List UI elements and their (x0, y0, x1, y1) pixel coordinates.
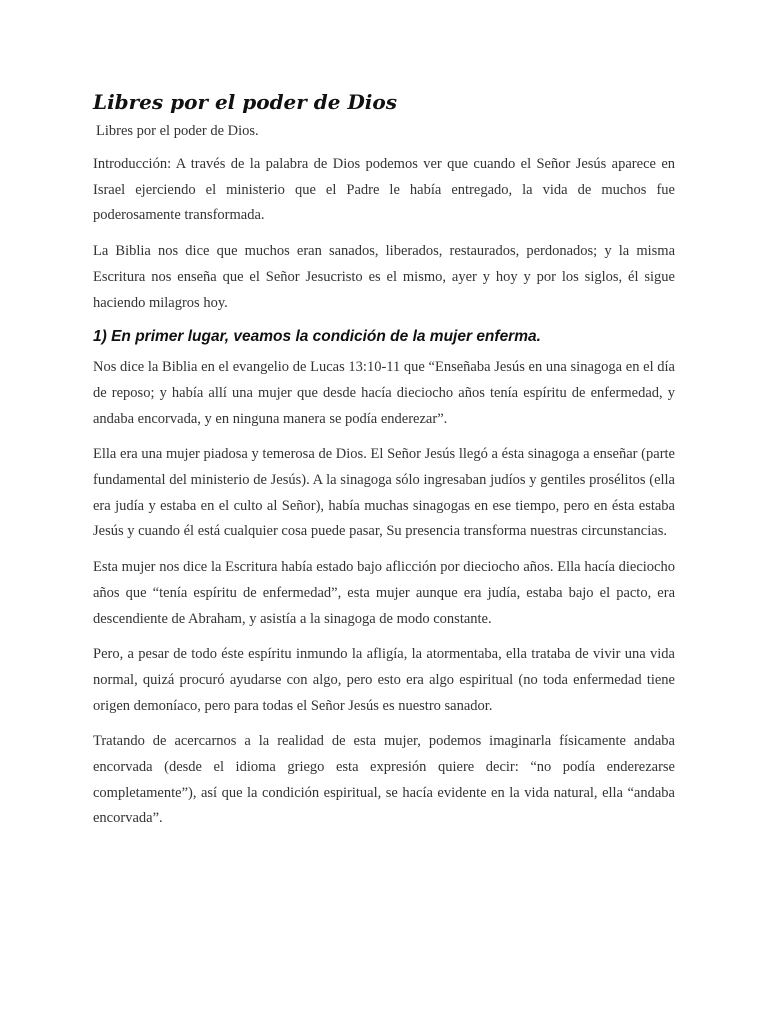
section-paragraph: Tratando de acercarnos a la realidad de esta mujer, podemos imaginarla físicamente andaba encorvada (desde el idioma griego esta expresión quiere decir: “no podía enderezarse completamente”), así que la condición espiritual, se hacía evidente en la vida natural, ella “andaba encorvada”. (93, 733, 675, 827)
document-content (93, 86, 675, 842)
page-title: Libres por el poder de Dios (93, 90, 397, 114)
intro-paragraph: La Biblia nos dice que muchos eran sanados, liberados, restaurados, perdonados; y la misma Escritura nos enseña que el Señor Jesucristo es el mismo, ayer y hoy y por los siglos, él sigue haciendo milagros hoy. (93, 243, 675, 311)
section-paragraph: Ella era una mujer piadosa y temerosa de Dios. El Señor Jesús llegó a ésta sinagoga a enseñar (parte fundamental del ministerio de Jesús). A la sinagoga sólo ingresaban judíos y gentiles prosélitos (ella era judía y estaba en el culto al Señor), había muchas sinagogas en ese tiempo, pero en ésta estaba Jesús y cuando él está cualquier cosa puede pasar, Su presencia transforma nuestras circunstancias. (93, 446, 675, 540)
page-subtitle: Libres por el poder de Dios. (96, 123, 259, 139)
section-paragraph: Nos dice la Biblia en el evangelio de Lucas 13:10-11 que “Enseñaba Jesús en una sinagoga en el día de reposo; y había allí una mujer que desde hacía dieciocho años tenía espíritu de enfermedad, y andaba encorvada, y en ninguna manera se podía enderezar”. (93, 359, 675, 427)
intro-paragraph: Introducción: A través de la palabra de Dios podemos ver que cuando el Señor Jesús aparece en Israel ejerciendo el ministerio que el Padre le había entregado, la vida de muchos fue poderosamente transformada. (93, 156, 675, 224)
section-paragraph: Esta mujer nos dice la Escritura había estado bajo aflicción por dieciocho años. Ella hacía dieciocho años que “tenía espíritu de enfermedad”, esta mujer aunque era judía, estaba bajo el pacto, era descendiente de Abraham, y asistía a la sinagoga de modo constante. (93, 559, 675, 627)
section-paragraph: Pero, a pesar de todo éste espíritu inmundo la afligía, la atormentaba, ella trataba de vivir una vida normal, quizá procuró ayudarse con algo, pero esto era algo espiritual (no toda enfermedad tiene origen demoníaco, pero para todas el Señor Jesús es nuestro sanador. (93, 646, 675, 714)
section-heading: 1) En primer lugar, veamos la condición de la mujer enferma. (93, 328, 541, 346)
